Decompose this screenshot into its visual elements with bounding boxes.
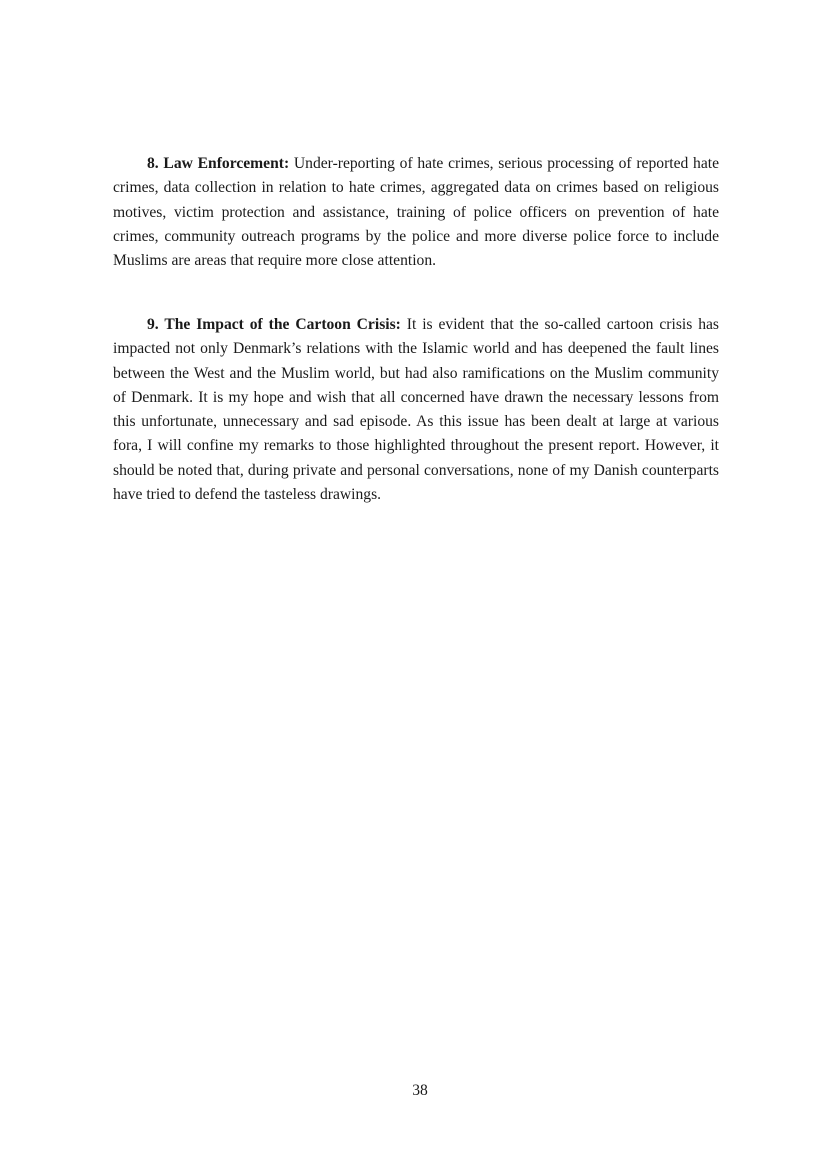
section-body: Under-reporting of hate crimes, serious processing of reported hate crimes, data collection in relation to hate crimes, aggregated data on crimes based on religious motives, victim protection and assistance, training of police officers on prevention of hate crimes, community outreach programs by the police and more diverse police force to include Muslims are areas that require more close attention.	[113, 155, 720, 270]
section-law-enforcement	[113, 152, 719, 273]
section-heading: 9. The Impact of the Cartoon Crisis:	[147, 316, 401, 333]
section-heading: 8. Law Enforcement:	[147, 155, 290, 172]
section-cartoon-crisis	[113, 313, 719, 507]
section-body: It is evident that the so-called cartoon crisis has impacted not only Denmark’s relations with the Islamic world and has deepened the fault lines between the West and the Muslim world, but had also ramifications on the Muslim community of Denmark. It is my hope and wish that all concerned have drawn the necessary lessons from this unfortunate, unnecessary and sad episode. As this issue has been dealt at large at various fora, I will confine my remarks to those highlighted throughout the present report. However, it should be noted that, during private and personal conversations, none of my Danish counterparts have tried to defend the tasteless drawings.	[113, 316, 719, 504]
page-number: 38	[412, 1082, 428, 1099]
